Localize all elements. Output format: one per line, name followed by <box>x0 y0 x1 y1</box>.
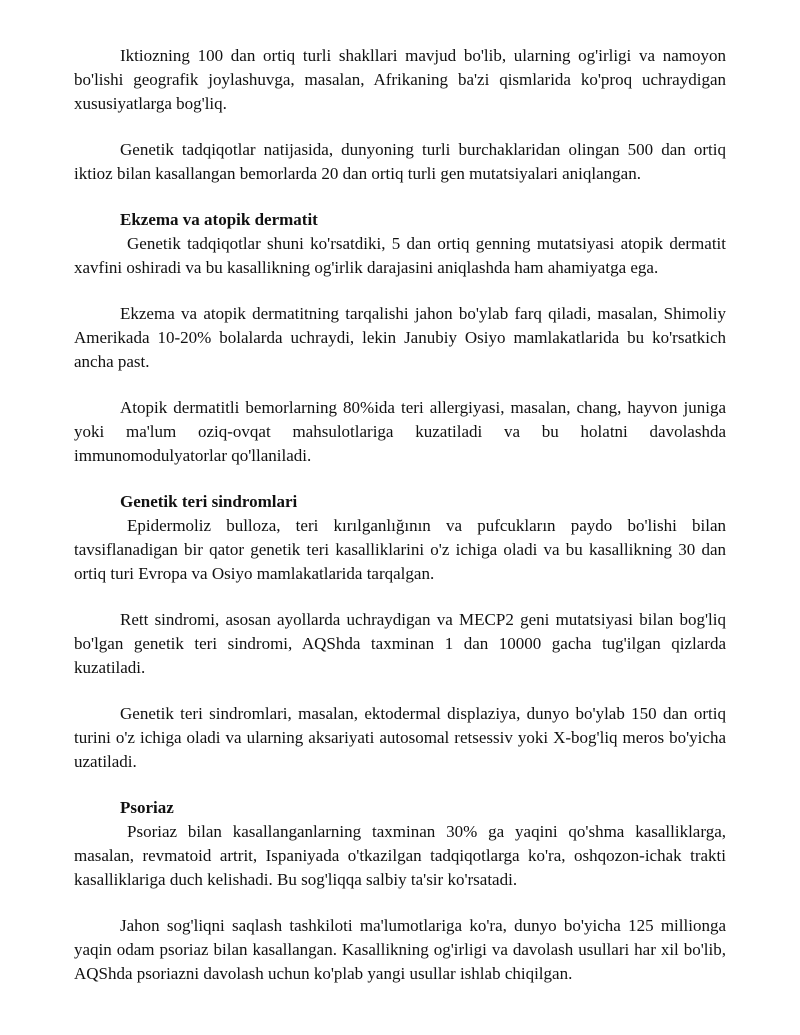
intro-paragraph-1: Iktiozning 100 dan ortiq turli shakllari mavjud bo'lib, ularning og'irligi va namoyon bo'lishi geografik joylashuvga, masalan, Afrikaning ba'zi qismlarida ko'proq uchraydigan xususiyatlarga bog'liq. <box>74 46 726 113</box>
eczema-paragraph-3: Atopik dermatitli bemorlarning 80%ida teri allergiyasi, masalan, chang, hayvon juniga yoki ma'lum oziq-ovqat mahsulotlariga kuzatiladi va bu holatni davolashda immunomodulyatorlar qo'llaniladi. <box>74 398 726 465</box>
genetic-paragraph-1: Epidermoliz bulloza, teri kırılganlığının va pufcukların paydo bo'lishi bilan tavsiflanadigan bir qator genetik teri kasalliklarini o'z ichiga oladi va bu kasallikning 30 dan ortiq turi Evropa va Osiyo mamlakatlarida tarqalgan. <box>74 516 726 583</box>
intro-paragraph-2: Genetik tadqiqotlar natijasida, dunyoning turli burchaklaridan olingan 500 dan ortiq iktioz bilan kasallangan bemorlarda 20 dan ortiq turli gen mutatsiyalari aniqlangan. <box>74 140 726 183</box>
genetic-paragraph-2: Rett sindromi, asosan ayollarda uchraydigan va MECP2 geni mutatsiyasi bilan bog'liq bo'lgan genetik teri sindromi, AQShda taxminan 1 dan 10000 gacha tug'ilgan qizlarda kuzatiladi. <box>74 610 726 677</box>
eczema-paragraph-2: Ekzema va atopik dermatitning tarqalishi jahon bo'ylab farq qiladi, masalan, Shimoliy Amerikada 10-20% bolalarda uchraydi, lekin Janubiy Osiyo mamlakatlarida bu ko'rsatkich ancha past. <box>74 304 726 371</box>
section-heading-eczema: Ekzema va atopik dermatit <box>120 210 318 229</box>
genetic-paragraph-3: Genetik teri sindromlari, masalan, ektodermal displaziya, dunyo bo'ylab 150 dan ortiq turini o'z ichiga oladi va ularning aksariyati autosomal retsessiv yoki X-bog'liq meros bo'yicha uzatiladi. <box>74 704 726 771</box>
section-heading-psoriasis: Psoriaz <box>120 798 174 817</box>
psoriasis-paragraph-1: Psoriaz bilan kasallanganlarning taxminan 30% ga yaqini qo'shma kasalliklarga, masalan, revmatoid artrit, Ispaniyada o'tkazilgan tadqiqotlarga ko'ra, oshqozon-ichak trakti kasalliklariga duch kelishadi. Bu sog'liqqa salbiy ta'sir ko'rsatadi. <box>74 822 726 889</box>
psoriasis-paragraph-2: Jahon sog'liqni saqlash tashkiloti ma'lumotlariga ko'ra, dunyo bo'yicha 125 millionga yaqin odam psoriaz bilan kasallangan. Kasallikning og'irligi va davolash usullari har xil bo'lib, AQShda psoriazni davolash uchun ko'plab yangi usullar ishlab chiqilgan. <box>74 916 726 983</box>
document-page <box>74 44 726 986</box>
eczema-paragraph-1: Genetik tadqiqotlar shuni ko'rsatdiki, 5 dan ortiq genning mutatsiyasi atopik dermatit xavfini oshiradi va bu kasallikning og'irlik darajasini aniqlashda ham ahamiyatga ega. <box>74 234 726 277</box>
section-heading-genetic-syndromes: Genetik teri sindromlari <box>120 492 298 511</box>
